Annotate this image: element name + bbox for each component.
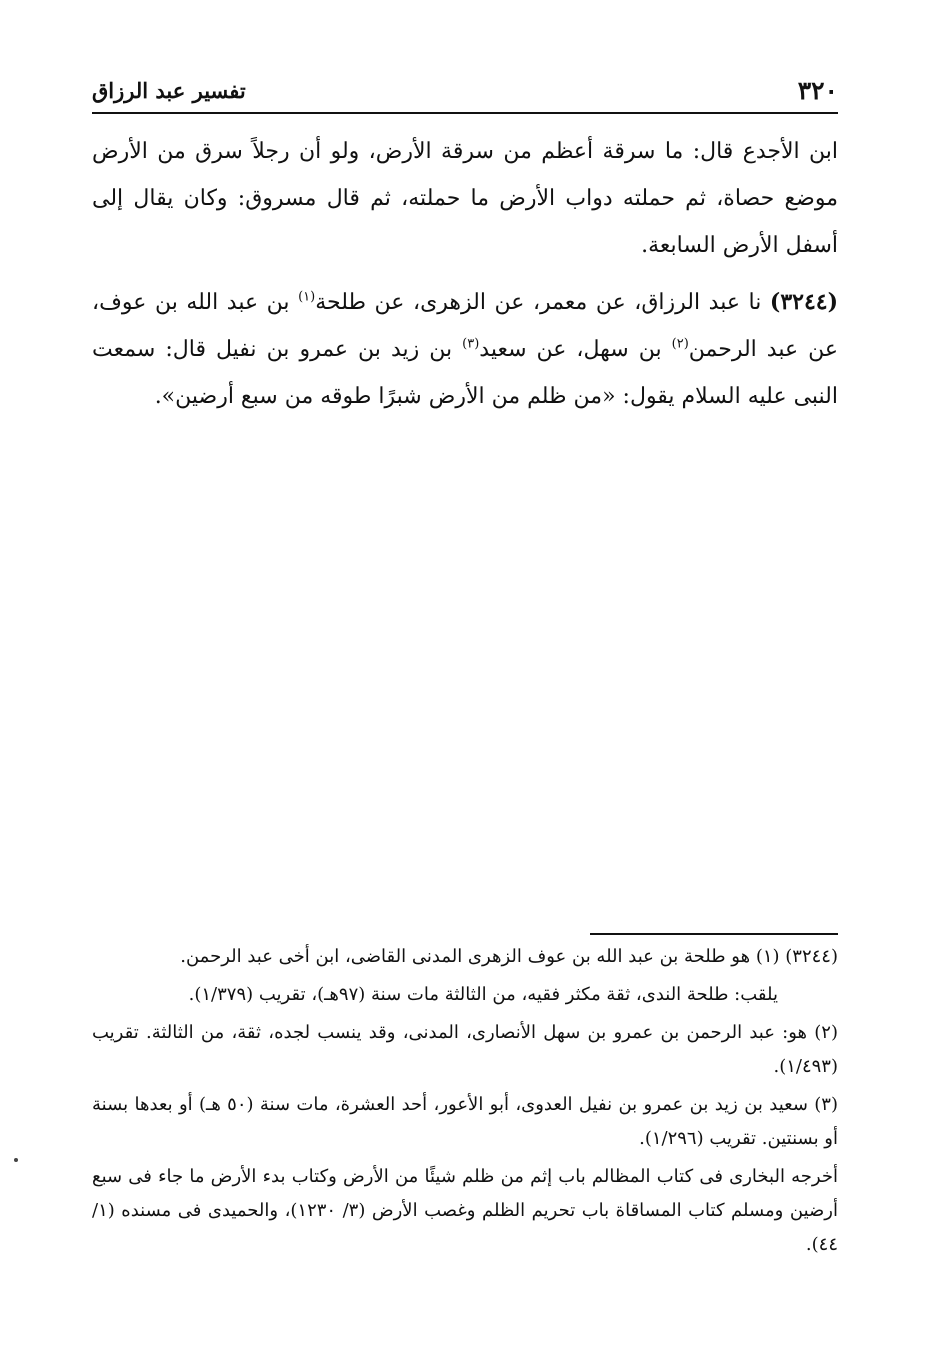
- footnote-ref: (١): [298, 289, 316, 305]
- footnote-1-line-2: يلقب: طلحة الندى، ثقة مكثر فقيه، من الثالثة مات سنة (٩٧هـ)، تقريب (١/٣٧٩).: [188, 984, 778, 1005]
- footnote-3: (٣) سعيد بن زيد بن عمرو بن نفيل العدوى، أبو الأعور، أحد العشرة، مات سنة (٥٠ هـ) أو بعدها بسنة أو بسنتين. تقريب (١/٢٩٦).: [92, 1094, 838, 1149]
- footnote-rule: [590, 933, 838, 935]
- footnote-2: (٢) هو: عبد الرحمن بن عمرو بن سهل الأنصارى، المدنى، وقد ينسب لجده، ثقة، من الثالثة. تقريب (١/٤٩٣).: [92, 1022, 838, 1077]
- margin-dot: [14, 1158, 18, 1162]
- takhrij-note: أخرجه البخارى فى كتاب المظالم باب إثم من ظلم شيئًا من الأرض وكتاب بدء الأرض ما جاء فى سبع أرضين ومسلم كتاب المساقاة باب تحريم الظلم وغصب الأرض (٣/ ١٢٣٠)، والحميدى فى مسنده (١/ ٤٤).: [92, 1166, 838, 1255]
- hadith-text-part: بن عبد الله بن عوف، عن عبد الرحمن: [92, 290, 838, 362]
- hadith-number: (٣٢٤٤): [769, 289, 838, 315]
- footnotes: [92, 940, 838, 1266]
- paragraph-continuation: ابن الأجدع قال: ما سرقة أعظم من سرقة الأرض، ولو أن رجلاً سرق من الأرض موضع حصاة، ثم حملته دواب الأرض ما حملته، ثم قال مسروق: وكان يقال إلى أسفل الأرض السابعة.: [92, 139, 838, 258]
- footnote-1-line-1: (٣٢٤٤) (١) هو طلحة بن عبد الله بن عوف الزهرى المدنى القاضى، ابن أخى عبد الرحمن.: [180, 946, 838, 967]
- footnote-ref: (٢): [671, 336, 689, 352]
- hadith-text-part: نا عبد الرزاق، عن معمر، عن الزهرى، عن طلحة: [315, 290, 770, 315]
- hadith-paragraph: [92, 279, 838, 420]
- hadith-text-part: بن زيد بن عمرو بن نفيل قال: سمعت النبى عليه السلام يقول: «من ظلم من الأرض شبرًا طوقه من سبع أرضين».: [92, 337, 838, 409]
- page-number: ٣٢٠: [797, 76, 838, 105]
- main-text: [92, 128, 838, 430]
- footnote-ref: (٣): [462, 336, 480, 352]
- running-title: تفسير عبد الرزاق: [92, 78, 246, 103]
- page-header: [92, 72, 838, 108]
- hadith-text-part: بن سهل، عن سعيد: [479, 337, 672, 362]
- header-rule: [92, 112, 838, 114]
